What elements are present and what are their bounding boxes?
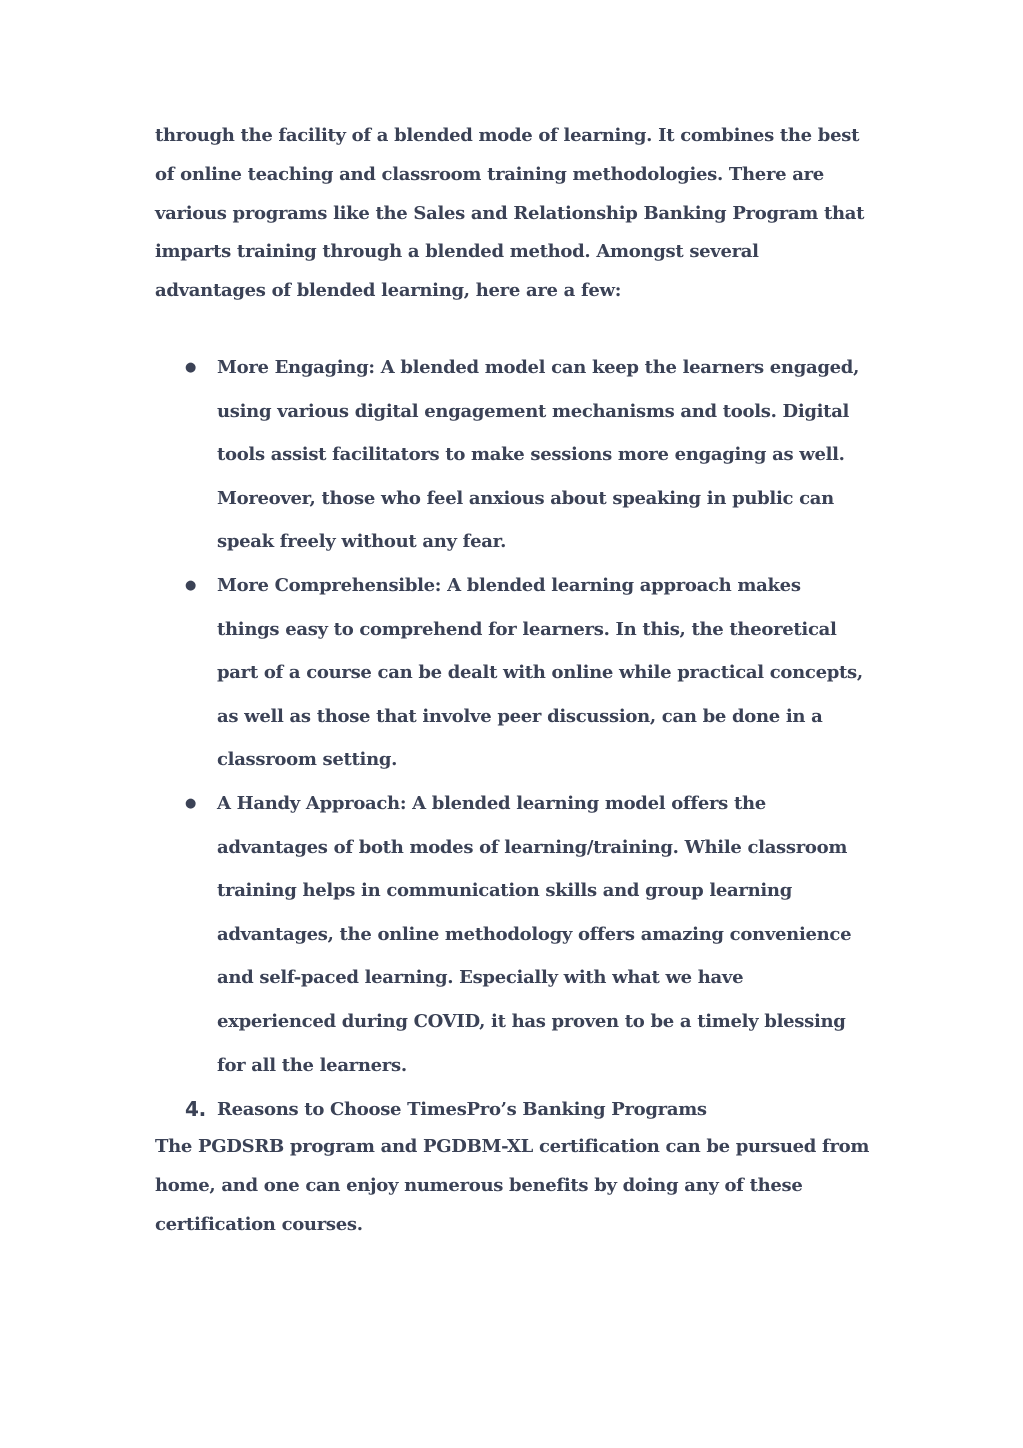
list-item-text: More Engaging: A blended model can keep the learners engaged, using various digital engagement mechanisms and tools. Digital tools assist facilitators to make sessions more engaging as well. Moreover, those who feel anxious about speaking in public can speak freely without any fear. — [217, 357, 860, 553]
list-item-text: More Comprehensible: A blended learning approach makes things easy to comprehend for learners. In this, the theoretical part of a course can be dealt with online while practical concepts, as well as those that involve peer discussion, can be done in a classroom setting. — [217, 574, 863, 771]
list-item-handy-approach — [0, 782, 1023, 1087]
bullet-icon: ● — [185, 795, 197, 811]
numbered-heading — [0, 1087, 1023, 1132]
bullet-icon: ● — [185, 360, 197, 375]
heading-number: 4. — [185, 1097, 206, 1122]
bullet-icon: ● — [185, 577, 197, 593]
list-item-text: A Handy Approach: A blended learning model offers the advantages of both modes of learning/training. While classroom training helps in communication skills and group learning advantages, the online methodology offers amazing convenience and self-paced learning. Especially with what we have experienced during COVID, it has proven to be a timely blessing for all the learners. — [217, 792, 852, 1076]
list-item-more-comprehensible — [0, 564, 1023, 782]
heading-text: Reasons to Choose TimesPro’s Banking Programs — [217, 1099, 707, 1121]
list-item-more-engaging — [0, 346, 1023, 564]
closing-paragraph: The PGDSRB program and PGDBM-XL certification can be pursued from home, and one can enjoy numerous benefits by doing any of these certification courses. — [155, 1136, 870, 1235]
intro-paragraph: through the facility of a blended mode of learning. It combines the best of online teaching and classroom training methodologies. There are various programs like the Sales and Relationship Banking Program that imparts training through a blended method. Amongst several advantages of blended learning, here are a few: — [155, 125, 865, 302]
advantages-list — [0, 346, 1023, 1132]
